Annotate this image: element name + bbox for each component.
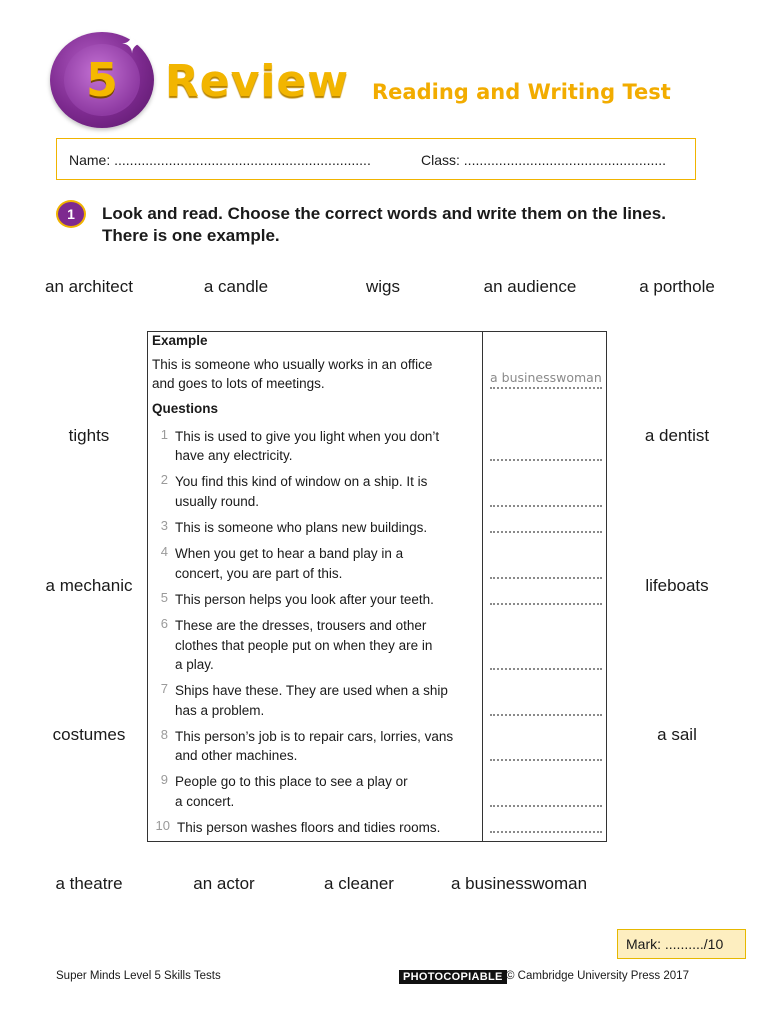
question-text: This is used to give you light when you don’t [175,429,440,444]
name-field[interactable]: Name: .................................................................. [69,152,371,168]
unit-number: 5 [85,53,118,107]
question-text: This is someone who plans new buildings. [175,520,428,535]
example-text-line: This is someone who usually works in an office [152,357,433,372]
question-text: have any electricity. [175,448,293,463]
question-text: This person washes floors and tidies rooms. [177,820,441,835]
word-bank-item: tights [68,426,110,445]
question-number: 9 [160,772,168,787]
answer-column-divider [482,331,483,842]
question-text: You find this kind of window on a ship. It is [175,474,428,489]
question-text: When you get to hear a band play in a [175,546,404,561]
answer-line[interactable] [490,712,602,716]
question-text: This person helps you look after your teeth. [175,592,434,607]
word-bank-item: a theatre [55,874,123,893]
name-class-box [56,138,696,180]
answer-line[interactable] [490,803,602,807]
copyright-text: © Cambridge University Press 2017 [506,970,689,982]
mark-box[interactable]: Mark: ........../10 [617,929,746,959]
question-text: These are the dresses, trousers and other [175,618,427,633]
questions-heading: Questions [152,401,219,416]
example-answer: a businesswoman [490,370,602,385]
answer-line[interactable] [490,601,602,605]
word-bank-item: a dentist [644,426,710,445]
question-text: This person’s job is to repair cars, lorries, vans [175,729,454,744]
instruction-line-2: There is one example. [102,226,280,245]
example-heading: Example [152,333,208,348]
question-text: and other machines. [175,748,298,763]
question-text: a play. [175,657,214,672]
question-number: 2 [160,472,168,487]
page-title: Review [165,56,349,107]
question-text: clothes that people put on when they are in [175,638,433,653]
photocopiable-badge: PHOTOCOPIABLE [399,970,507,984]
example-text-line: and goes to lots of meetings. [152,376,325,391]
question-number: 3 [160,518,168,533]
word-bank-item: a businesswoman [450,874,588,893]
question-text: People go to this place to see a play or [175,774,408,789]
question-number: 5 [160,590,168,605]
example-answer-line [490,385,602,389]
question-number: 1 [160,427,168,442]
word-bank-item: wigs [365,277,401,296]
question-number: 7 [160,681,168,696]
word-bank-item: costumes [52,725,126,744]
task-number-badge: 1 [56,200,86,228]
word-bank-item: lifeboats [645,576,709,595]
class-field[interactable]: Class: .................................................... [421,152,667,168]
question-text: Ships have these. They are used when a ship [175,683,448,698]
sparkle-icon: ✦ [121,29,143,59]
question-number: 10 [155,818,170,833]
answer-line[interactable] [490,829,602,833]
word-bank-item: a porthole [639,277,715,296]
instruction-line-1: Look and read. Choose the correct words and write them on the lines. [102,204,666,223]
word-bank-item: an audience [483,277,577,296]
word-bank-item: an architect [45,277,133,296]
answer-line[interactable] [490,457,602,461]
footer-series-title: Super Minds Level 5 Skills Tests [56,970,221,982]
question-text: concert, you are part of this. [175,566,343,581]
answer-line[interactable] [490,666,602,670]
question-text: usually round. [175,494,260,509]
question-number: 4 [160,544,168,559]
word-bank-item: a candle [203,277,269,296]
answer-line[interactable] [490,529,602,533]
question-number: 8 [160,727,168,742]
answer-line[interactable] [490,503,602,507]
question-number: 6 [160,616,168,631]
question-text: has a problem. [175,703,265,718]
answer-line[interactable] [490,575,602,579]
answer-line[interactable] [490,757,602,761]
word-bank-item: a cleaner [324,874,394,893]
task-instruction [102,203,722,247]
word-bank-item: an actor [193,874,255,893]
question-text: a concert. [175,794,235,809]
page-subtitle: Reading and Writing Test [372,80,671,104]
word-bank-item: a sail [657,725,697,744]
word-bank-item: a mechanic [45,576,133,595]
